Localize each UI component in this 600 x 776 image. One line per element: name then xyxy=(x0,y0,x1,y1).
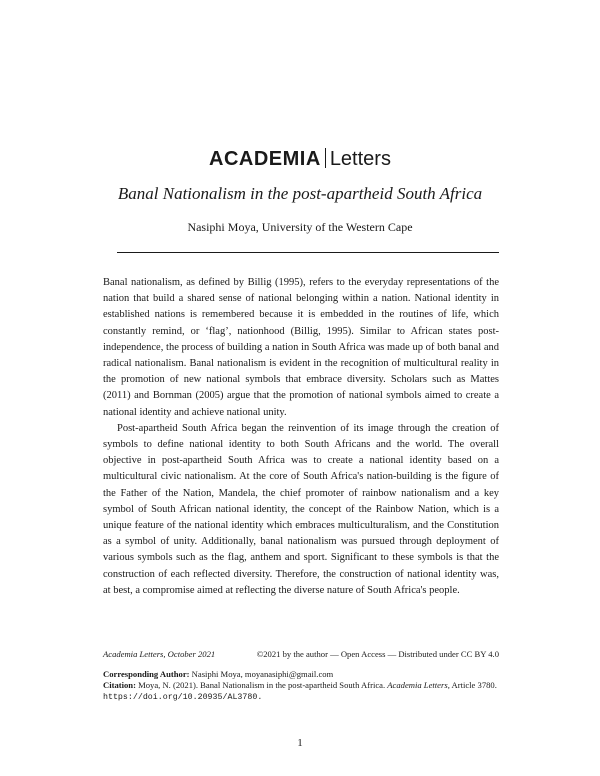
masthead xyxy=(0,146,600,172)
citation-doi-link[interactable]: https://doi.org/10.20935/AL3780. xyxy=(103,693,263,702)
article-meta xyxy=(103,669,499,703)
title-divider xyxy=(117,252,499,253)
page-number: 1 xyxy=(297,737,303,749)
citation-text: Moya, N. (2021). Banal Nationalism in the post-apartheid South Africa. xyxy=(138,680,386,690)
footer-license: ©2021 by the author — Open Access — Distributed under CC BY 4.0 xyxy=(256,649,499,659)
corresponding-value[interactable]: Nasiphi Moya, moyanasiphi@gmail.com xyxy=(191,669,334,679)
citation-journal: Academia Letters xyxy=(387,680,448,690)
masthead-divider xyxy=(325,148,326,168)
author-affiliation: Nasiphi Moya, University of the Western Cape xyxy=(187,220,413,234)
citation-article: , Article 3780. xyxy=(447,680,497,690)
corresponding-label: Corresponding Author: xyxy=(103,669,190,679)
brand-name: ACADEMIA xyxy=(209,148,321,170)
footer-venue: Academia Letters, October 2021 xyxy=(103,649,216,659)
corresponding-author xyxy=(103,669,499,680)
body-paragraph-1: Banal nationalism, as defined by Billig (1995), refers to the everyday representations of the nation that build a shared sense of national belonging within a nation. National identity in established nations is remembered because it is embedded in the routines of life, which constantly remind, or ‘flag’, nationhood (Billig, 1995). Similar to African states post-independence, the process of building a nation in South Africa was made up of both banal and radical nationalism. Banal nationalism is evident in the recognition of multicultural reality in the promotion of new national symbols that embrace diversity. Scholars such as Mattes (2011) and Bornman (2005) argue that the promotion of national symbols aimed to create a national identity and achieve national unity. xyxy=(103,277,499,418)
citation xyxy=(103,680,499,703)
article-title: Banal Nationalism in the post-apartheid South Africa xyxy=(117,184,483,203)
section-name: Letters xyxy=(329,148,391,170)
citation-label: Citation: xyxy=(103,680,136,690)
article-body xyxy=(103,275,499,599)
body-paragraph-2: Post-apartheid South Africa began the reinvention of its image through the creation of symbols to define national identity to both South Africans and the world. The overall objective in post-apartheid South Africa was to create a national identity based on a multicultural civic nationalism. At the core of South Africa's nation-building is the figure of the Father of the Nation, Mandela, the chief promoter of rainbow nationalism and a key symbol of South African national identity, the concept of the Rainbow Nation, which is a unique feature of the national identity which embraces multiculturalism, and the Constitution as a symbol of unity. Additionally, banal nationalism was pursued through deployment of various symbols such as the flag, anthem and sport. Significant to these symbols is that the construction of each reflected diversity. Therefore, the construction of national identity was, at best, a compromise aimed at reflecting the diverse nature of South Africa's people. xyxy=(103,422,499,596)
